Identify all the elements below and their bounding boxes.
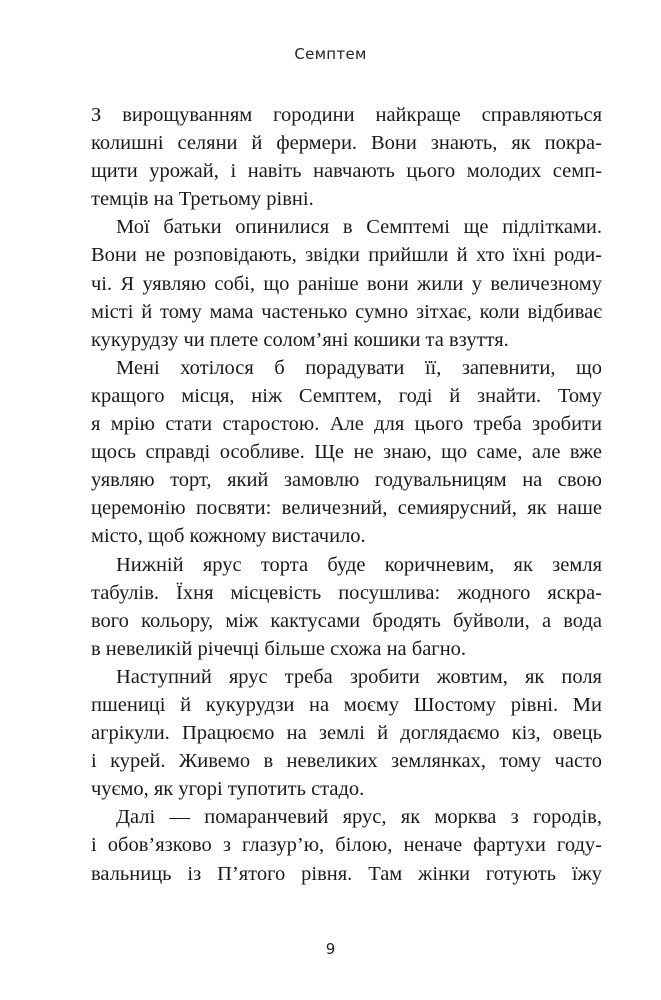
text-line: щось справді особливе. Ще не знаю, що саме, але вже [91, 441, 602, 464]
text-line: і курей. Живемо в невеликих землянках, тому часто [91, 750, 602, 773]
text-line: кукурудзу чи плете солом’яні кошики та взуття. [91, 328, 509, 351]
text-line: Наступний ярус треба зробити жовтим, як поля [116, 665, 602, 688]
text-line: агрікули. Працюємо на землі й доглядаємо кіз, овець [91, 722, 602, 745]
text-line: темців на Третьому рівні. [91, 188, 314, 211]
text-line: місті й тому мама частенько сумно зітхає, коли відбиває [91, 300, 602, 323]
running-header: Семптем [294, 45, 367, 63]
text-line: вальниць із П’ятого рівня. Там жінки готують їжу [91, 862, 602, 885]
text-line: З вирощуванням городини найкраще справляються [91, 104, 602, 126]
text-line: Мені хотілося б порадувати її, запевнити, що [116, 356, 602, 379]
text-line: Нижній ярус торта буде коричневим, як земля [116, 553, 602, 576]
text-line: чі. Я уявляю собі, що раніше вони жили у величезному [91, 272, 602, 295]
text-line: вого кольору, між кактусами бродять буйволи, а вода [91, 609, 602, 632]
body-text [91, 101, 602, 888]
text-line: Далі — помаранчевий ярус, як морква з городів, [116, 806, 602, 829]
text-line: церемонію посвяти: величезний, семиярусний, як наше [91, 497, 602, 520]
text-line: в невеликій річечці більше схожа на багно. [91, 637, 467, 660]
page-number: 9 [325, 940, 336, 958]
text-line: щити урожай, і навіть навчають цього молодих семп- [91, 160, 602, 183]
text-line: місто, щоб кожному вистачило. [91, 525, 366, 548]
text-line: і обов’язково з глазур’ю, білою, неначе фартухи году- [91, 834, 602, 857]
text-line: чуємо, як угорі тупотить стадо. [91, 778, 365, 801]
text-line: Вони не розповідають, звідки прийшли й хто їхні роди- [91, 244, 602, 267]
text-line: уявляю торт, який замовлю годувальницям на свою [91, 469, 602, 492]
text-line: кращого місця, ніж Семптем, годі й знайти. Тому [91, 384, 602, 407]
text-line: пшениці й кукурудзи на моєму Шостому рівні. Ми [91, 693, 602, 716]
text-line: я мрію стати старостою. Але для цього треба зробити [91, 413, 602, 436]
text-line: Мої батьки опинилися в Семптемі ще підлітками. [116, 216, 602, 239]
text-line: табулів. Їхня місцевість посушлива: жодного яскра- [91, 581, 602, 604]
text-line: колишні селяни й фермери. Вони знають, як покра- [91, 132, 602, 155]
